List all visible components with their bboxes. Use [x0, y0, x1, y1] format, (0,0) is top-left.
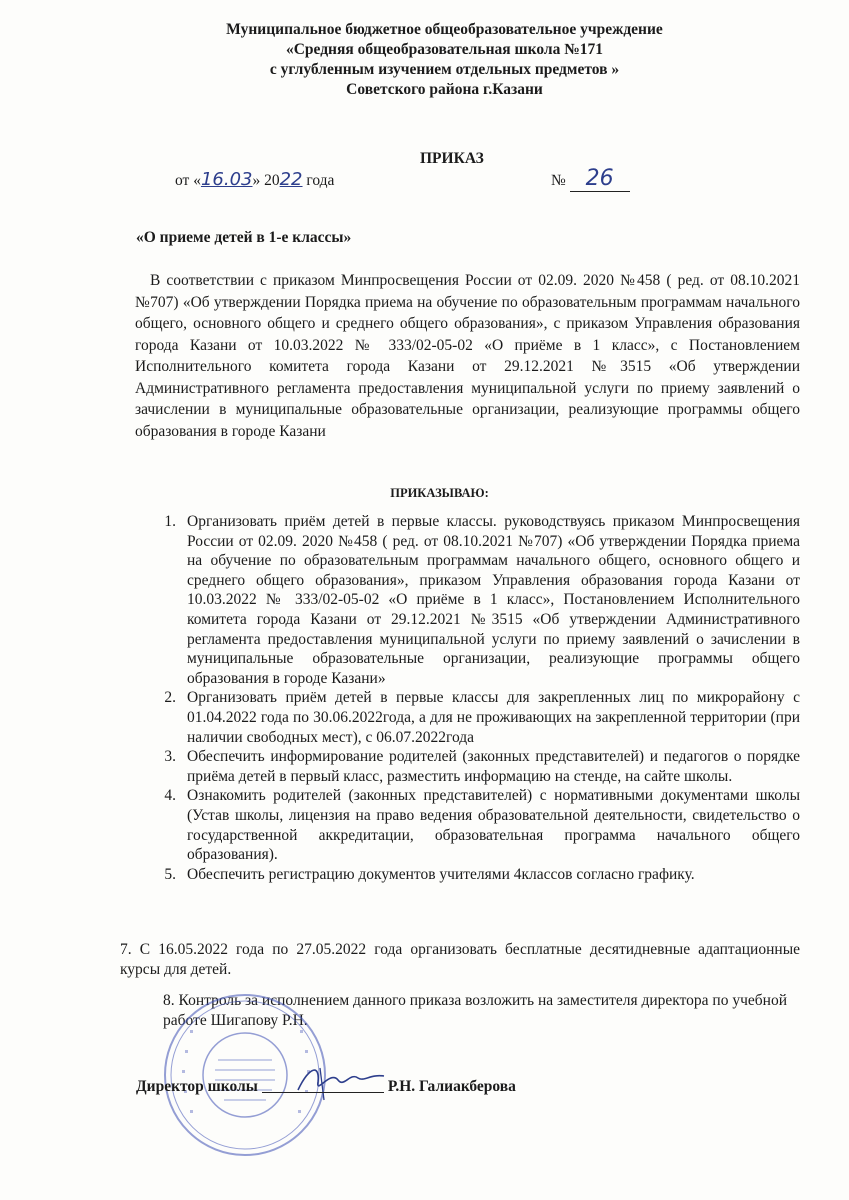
item-text: Организовать приём детей в первые классы. руководствуясь приказом Минпросвещения России от 02.09. 2020 №458 ( ред. от 08.10.2021 №707) «Об утверждении Порядка приема на обучение по образовательным программам начального общего, основного общего и среднего общего образования», приказом Управления образования города Казани от 10.03.2022 № 333/02-05-02 «О приёме в 1 класс», Постановлением Исполнительного комитета города Казани от 29.12.2021 №3515 «Об утверждении Административного регламента предоставления муниципальной услуги по приему заявлений о зачислении в муниципальные образовательные организации, реализующие программы общего образования в городе Казани»: [187, 513, 800, 687]
item-text: Обеспечить информирование родителей (законных представителей) и педагогов о порядке приёма детей в первый класс, разместить информацию на стенде, на сайте школы.: [187, 748, 800, 785]
decree-heading: ПРИКАЗЫВАЮ:: [390, 486, 489, 500]
item-number: 1.: [164, 513, 176, 530]
list-item: [140, 786, 800, 864]
order-items-list: [140, 512, 800, 884]
item-text: Обеспечить регистрацию документов учителями 4классов согласно графику.: [187, 865, 695, 883]
date-mid: » 20: [252, 172, 280, 189]
order-date: [175, 169, 334, 190]
date-prefix: от «: [175, 172, 201, 189]
school-header: [0, 20, 849, 100]
signature-name: Р.Н. Галиакберова: [387, 1078, 516, 1095]
signature-blank: [262, 1092, 384, 1093]
item-7: 7. С 16.05.2022 года по 27.05.2022 года организовать бесплатные десятидневные адаптационные курсы для детей.: [120, 941, 800, 978]
item-number: 2.: [164, 689, 176, 707]
signature-role: Директор школы: [136, 1078, 258, 1095]
list-item: [140, 865, 800, 885]
order-title: ПРИКАЗ: [420, 150, 484, 167]
header-line: Муниципальное бюджетное общеобразовательное учреждение: [226, 21, 663, 38]
list-item: [140, 512, 800, 688]
list-item: [140, 688, 800, 747]
item-8: 8. Контроль за исполнением данного приказа возложить на заместителя директора по учебной работе Шигапову Р.Н.: [163, 992, 788, 1029]
date-year: 22: [279, 169, 303, 190]
list-item: [140, 747, 800, 786]
preamble-paragraph: В соответствии с приказом Минпросвещения России от 02.09. 2020 №458 ( ред. от 08.10.2021 №707) «Об утверждении Порядка приема на обучение по образовательным программам начального общего, основного общего и среднего общего образования», с приказом Управления образования города Казани от 10.03.2022 № 333/02-05-02 «О приёме в 1 класс», с Постановлением Исполнительного комитета города Казани от 29.12.2021 №3515 «Об утверждении Административного регламента предоставления муниципальной услуги по приему заявлений о зачислении в муниципальные образовательные организации, реализующие программы общего образования в городе Казани: [135, 272, 800, 440]
header-line: «Средняя общеобразовательная школа №171: [285, 41, 604, 58]
item-text: Ознакомить родителей (законных представителей) с нормативными документами школы (Устав школы, лицензия на право ведения образовательной деятельности, свидетельство о государственной аккредитации, образовательная программа начального общего образования).: [187, 787, 800, 864]
item-text: Организовать приём детей в первые классы для закрепленных лиц по микрорайону с 01.04.2022 года по 30.06.2022года, а для не проживающих на закрепленной территории (при наличии свободных мест), с 06.07.2022года: [187, 689, 800, 746]
order-subject: «О приеме детей в 1-е классы»: [136, 229, 352, 246]
number-value: 26: [570, 166, 630, 192]
header-line: Советского района г.Казани: [346, 81, 543, 98]
number-label: №: [551, 172, 566, 189]
order-number: [551, 166, 630, 192]
item-number: 4.: [164, 787, 176, 805]
item-number: 3.: [164, 748, 176, 766]
date-suffix: года: [302, 172, 335, 189]
item-number: 5.: [164, 865, 176, 883]
header-line: с углубленным изучением отдельных предметов »: [269, 61, 620, 78]
signature-line: [136, 1078, 516, 1096]
date-day: 16.03: [200, 169, 253, 190]
